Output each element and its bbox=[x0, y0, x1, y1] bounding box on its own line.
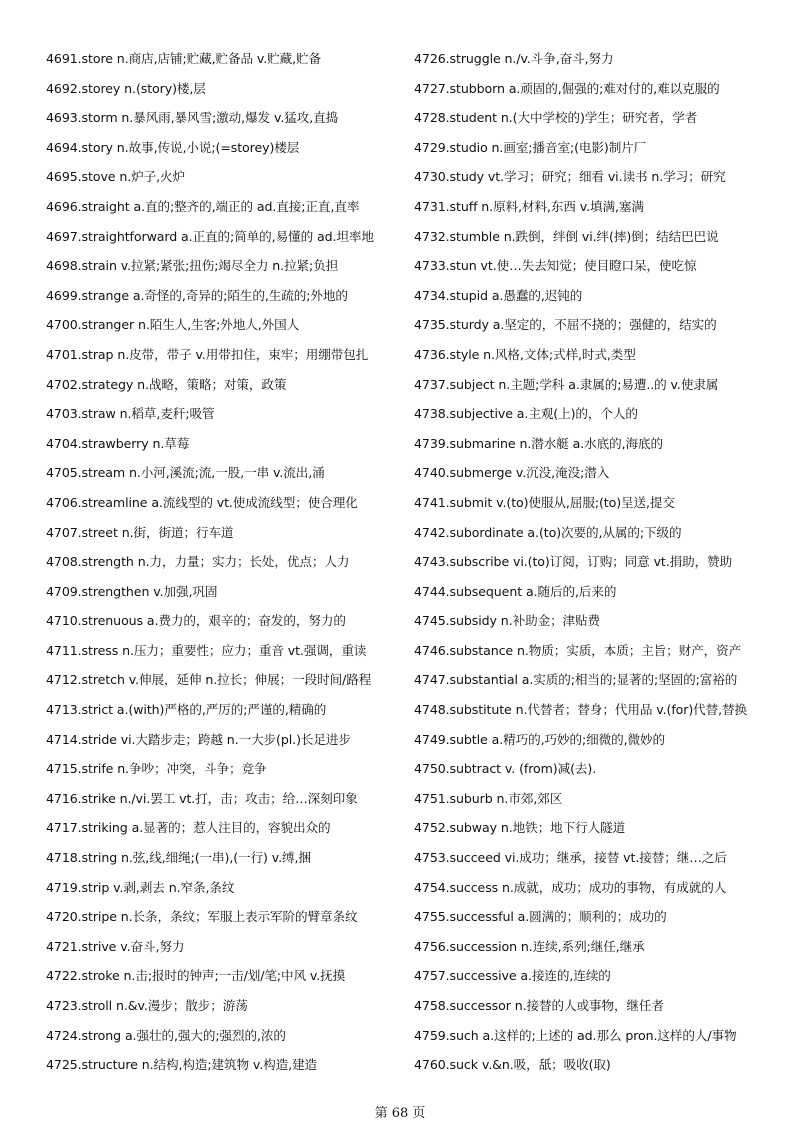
vocab-entry: 4726.struggle n./v.斗争,奋斗,努力 bbox=[414, 51, 614, 66]
vocab-entry: 4712.stretch v.伸展，延伸 n.拉长；伸展；一段时间/路程 bbox=[46, 672, 372, 688]
vocab-entry: 4760.suck v.&n.吸，舐；吸收(取) bbox=[414, 1057, 611, 1073]
vocab-entry: 4703.straw n.稻草,麦秆;吸管 bbox=[46, 406, 215, 422]
vocab-entry: 4718.string n.弦,线,细绳;(一串),(一行) v.缚,捆 bbox=[46, 850, 311, 866]
vocab-entry: 4749.subtle a.精巧的,巧妙的;细微的,微妙的 bbox=[414, 731, 665, 747]
page-footer bbox=[0, 1102, 800, 1121]
vocab-entry: 4734.stupid a.愚蠢的,迟钝的 bbox=[414, 287, 583, 303]
vocab-entry: 4708.strength n.力，力量；实力；长处，优点；人力 bbox=[46, 554, 350, 570]
vocab-entry: 4754.success n.成就，成功；成功的事物，有成就的人 bbox=[414, 879, 727, 895]
vocab-entry: 4736.style n.风格,文体;式样,时式,类型 bbox=[414, 346, 636, 362]
vocab-entry: 4709.strengthen v.加强,巩固 bbox=[46, 583, 218, 599]
vocab-entry: 4735.sturdy a.坚定的，不屈不挠的；强健的，结实的 bbox=[414, 317, 717, 333]
vocab-entry: 4731.stuff n.原料,材料,东西 v.填满,塞满 bbox=[414, 198, 644, 214]
vocab-entry: 4725.structure n.结构,构造;建筑物 v.构造,建造 bbox=[46, 1057, 318, 1073]
vocab-entry: 4759.such a.这样的;上述的 ad.那么 pron.这样的人/事物 bbox=[414, 1027, 737, 1043]
vocab-entry: 4750.subtract v. (from)减(去). bbox=[414, 761, 597, 777]
vocab-entry: 4741.submit v.(to)使服从,屈服;(to)呈送,提交 bbox=[414, 494, 675, 510]
vocab-entry: 4691.store n.商店,店铺;贮藏,贮备品 v.贮藏,贮备 bbox=[46, 51, 322, 66]
vocab-entry: 4713.strict a.(with)严格的,严厉的;严谨的,精确的 bbox=[46, 702, 327, 718]
vocab-entry: 4693.storm n.暴风雨,暴风雪;激动,爆发 v.猛攻,直捣 bbox=[46, 110, 339, 126]
vocab-entry: 4706.streamline a.流线型的 vt.使成流线型；使合理化 bbox=[46, 494, 358, 510]
vocab-entry: 4739.submarine n.潜水艇 a.水底的,海底的 bbox=[414, 435, 664, 451]
page-number: 68 bbox=[391, 1106, 409, 1121]
left-column bbox=[46, 44, 416, 1080]
vocab-entry: 4701.strap n.皮带，带子 v.用带扣住，束牢；用绷带包扎 bbox=[46, 346, 369, 362]
vocab-entry: 4696.straight a.直的;整齐的,端正的 ad.直接;正直,直率 bbox=[46, 198, 360, 214]
footer-suffix: 页 bbox=[412, 1106, 426, 1121]
vocab-entry: 4745.subsidy n.补助金；津贴费 bbox=[414, 613, 601, 629]
vocab-entry: 4744.subsequent a.随后的,后来的 bbox=[414, 583, 617, 599]
vocab-entry: 4746.substance n.物质；实质，本质；主旨；财产，资产 bbox=[414, 642, 742, 658]
vocab-entry: 4723.stroll n.&v.漫步；散步；游荡 bbox=[46, 998, 248, 1013]
vocab-entry: 4694.story n.故事,传说,小说;(=storey)楼层 bbox=[46, 139, 300, 155]
vocab-entry: 4742.subordinate a.(to)次要的,从属的;下级的 bbox=[414, 524, 682, 540]
vocab-entry: 4732.stumble n.跌倒，绊倒 vi.绊(摔)倒；结结巴巴说 bbox=[414, 228, 719, 244]
vocab-entry: 4699.strange a.奇怪的,奇异的;陌生的,生疏的;外地的 bbox=[46, 287, 348, 303]
vocab-entry: 4728.student n.(大中学校的)学生；研究者，学者 bbox=[414, 110, 698, 126]
footer-prefix: 第 bbox=[374, 1106, 388, 1121]
vocab-entry: 4721.strive v.奋斗,努力 bbox=[46, 938, 185, 954]
vocab-entry: 4756.succession n.连续,系列;继任,继承 bbox=[414, 938, 645, 954]
vocab-entry: 4729.studio n.画室;播音室;(电影)制片厂 bbox=[414, 139, 647, 155]
vocab-entry: 4702.strategy n.战略，策略；对策，政策 bbox=[46, 376, 287, 392]
vocab-entry: 4700.stranger n.陌生人,生客;外地人,外国人 bbox=[46, 317, 300, 333]
vocab-entry: 4724.strong a.强壮的,强大的;强烈的,浓的 bbox=[46, 1027, 286, 1043]
vocab-entry: 4698.strain v.拉紧;紧张;扭伤;竭尽全力 n.拉紧;负担 bbox=[46, 258, 339, 274]
vocab-entry: 4755.successful a.圆满的；顺利的；成功的 bbox=[414, 909, 667, 925]
vocab-entry: 4695.stove n.炉子,火炉 bbox=[46, 169, 186, 185]
vocab-entry: 4710.strenuous a.费力的，艰辛的；奋发的，努力的 bbox=[46, 613, 346, 629]
vocab-entry: 4743.subscribe vi.(to)订阅，订购；同意 vt.捐助，赞助 bbox=[414, 554, 733, 570]
vocab-entry: 4720.stripe n.长条，条纹；军服上表示军阶的臂章条纹 bbox=[46, 909, 358, 925]
right-column bbox=[414, 44, 788, 1080]
vocab-entry: 4722.stroke n.击;报时的钟声;一击/划/笔;中风 v.抚摸 bbox=[46, 968, 346, 984]
vocab-entry: 4716.strike n./vi.罢工 vt.打，击；攻击；给…深刻印象 bbox=[46, 790, 358, 806]
vocab-entry: 4714.stride vi.大踏步走；跨越 n.一大步(pl.)长足进步 bbox=[46, 731, 351, 747]
vocab-entry: 4747.substantial a.实质的;相当的;显著的;坚固的;富裕的 bbox=[414, 672, 738, 688]
vocab-entry: 4697.straightforward a.正直的;简单的,易懂的 ad.坦率地 bbox=[46, 228, 374, 244]
vocab-entry: 4715.strife n.争吵；冲突，斗争；竞争 bbox=[46, 761, 267, 777]
vocab-entry: 4719.strip v.剥,剥去 n.窄条,条纹 bbox=[46, 879, 235, 895]
vocab-entry: 4704.strawberry n.草莓 bbox=[46, 435, 190, 451]
vocab-entry: 4737.subject n.主题;学科 a.隶属的;易遭..的 v.使隶属 bbox=[414, 376, 719, 392]
vocab-entry: 4738.subjective a.主观(上)的，个人的 bbox=[414, 406, 638, 422]
vocab-entry: 4692.storey n.(story)楼,层 bbox=[46, 80, 206, 96]
vocab-entry: 4740.submerge v.沉没,淹没;潜入 bbox=[414, 465, 610, 481]
vocab-entry: 4727.stubborn a.顽固的,倔强的;难对付的,难以克服的 bbox=[414, 80, 720, 96]
vocab-entry: 4748.substitute n.代替者；替身；代用品 v.(for)代替,替换 bbox=[414, 702, 748, 718]
vocab-entry: 4758.successor n.接替的人或事物，继任者 bbox=[414, 998, 664, 1013]
vocab-entry: 4751.suburb n.市郊,郊区 bbox=[414, 790, 563, 806]
vocab-entry: 4705.stream n.小河,溪流;流,一股,一串 v.流出,涌 bbox=[46, 465, 325, 481]
vocab-entry: 4752.subway n.地铁；地下行人隧道 bbox=[414, 820, 626, 836]
vocab-entry: 4753.succeed vi.成功；继承，接替 vt.接替；继…之后 bbox=[414, 850, 727, 866]
vocab-entry: 4733.stun vt.使…失去知觉；使目瞪口呆，使吃惊 bbox=[414, 258, 697, 274]
vocab-entry: 4757.successive a.接连的,连续的 bbox=[414, 968, 611, 984]
vocab-entry: 4717.striking a.显著的；惹人注目的，容貌出众的 bbox=[46, 820, 331, 836]
vocab-entry: 4711.stress n.压力；重要性；应力；重音 vt.强调，重读 bbox=[46, 642, 367, 658]
vocab-entry: 4707.street n.街，街道；行车道 bbox=[46, 524, 234, 540]
vocab-entry: 4730.study vt.学习；研究；细看 vi.读书 n.学习；研究 bbox=[414, 169, 726, 185]
